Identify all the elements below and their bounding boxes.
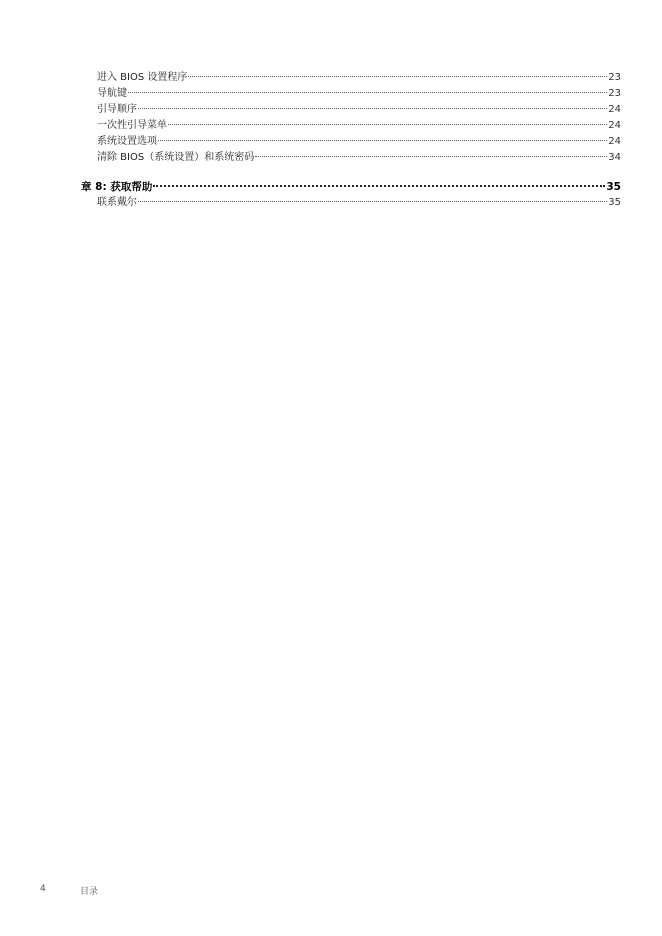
toc-entry-title: 清除 BIOS（系统设置）和系统密码 <box>97 152 255 163</box>
toc-entry-page: 23 <box>608 72 621 83</box>
toc-chapter-page: 35 <box>606 181 621 193</box>
toc-entry-title: 进入 BIOS 设置程序 <box>97 72 188 83</box>
table-of-contents <box>81 70 621 211</box>
toc-entry-page: 34 <box>608 152 621 163</box>
toc-entry[interactable] <box>81 195 621 211</box>
toc-entry-title: 引导顺序 <box>97 104 137 115</box>
toc-chapter-title: 章 8: 获取帮助 <box>81 181 153 193</box>
toc-entry-page: 24 <box>608 136 621 147</box>
toc-entry-page: 24 <box>608 104 621 115</box>
footer-section-title: 目录 <box>80 887 99 897</box>
toc-entry-title: 导航键 <box>97 88 127 99</box>
toc-entry-page: 24 <box>608 120 621 131</box>
toc-leader-dots <box>255 156 607 157</box>
toc-entry[interactable] <box>81 118 621 134</box>
toc-leader-dots <box>153 185 605 187</box>
footer-page-number: 4 <box>40 884 46 894</box>
toc-entry[interactable] <box>81 150 621 166</box>
toc-leader-dots <box>168 124 607 125</box>
toc-leader-dots <box>158 140 607 141</box>
toc-entry-title: 一次性引导菜单 <box>97 120 167 131</box>
toc-entry[interactable] <box>81 102 621 118</box>
toc-chapter-heading[interactable] <box>81 179 621 195</box>
toc-entry-page: 23 <box>608 88 621 99</box>
toc-entry[interactable] <box>81 70 621 86</box>
toc-entry[interactable] <box>81 86 621 102</box>
toc-leader-dots <box>128 92 607 93</box>
toc-entry[interactable] <box>81 134 621 150</box>
toc-entry-title: 系统设置选项 <box>97 136 157 147</box>
toc-entry-page: 35 <box>608 197 621 208</box>
toc-leader-dots <box>138 201 607 202</box>
toc-leader-dots <box>138 108 607 109</box>
toc-entry-title: 联系戴尔 <box>97 197 137 208</box>
toc-leader-dots <box>188 76 607 77</box>
